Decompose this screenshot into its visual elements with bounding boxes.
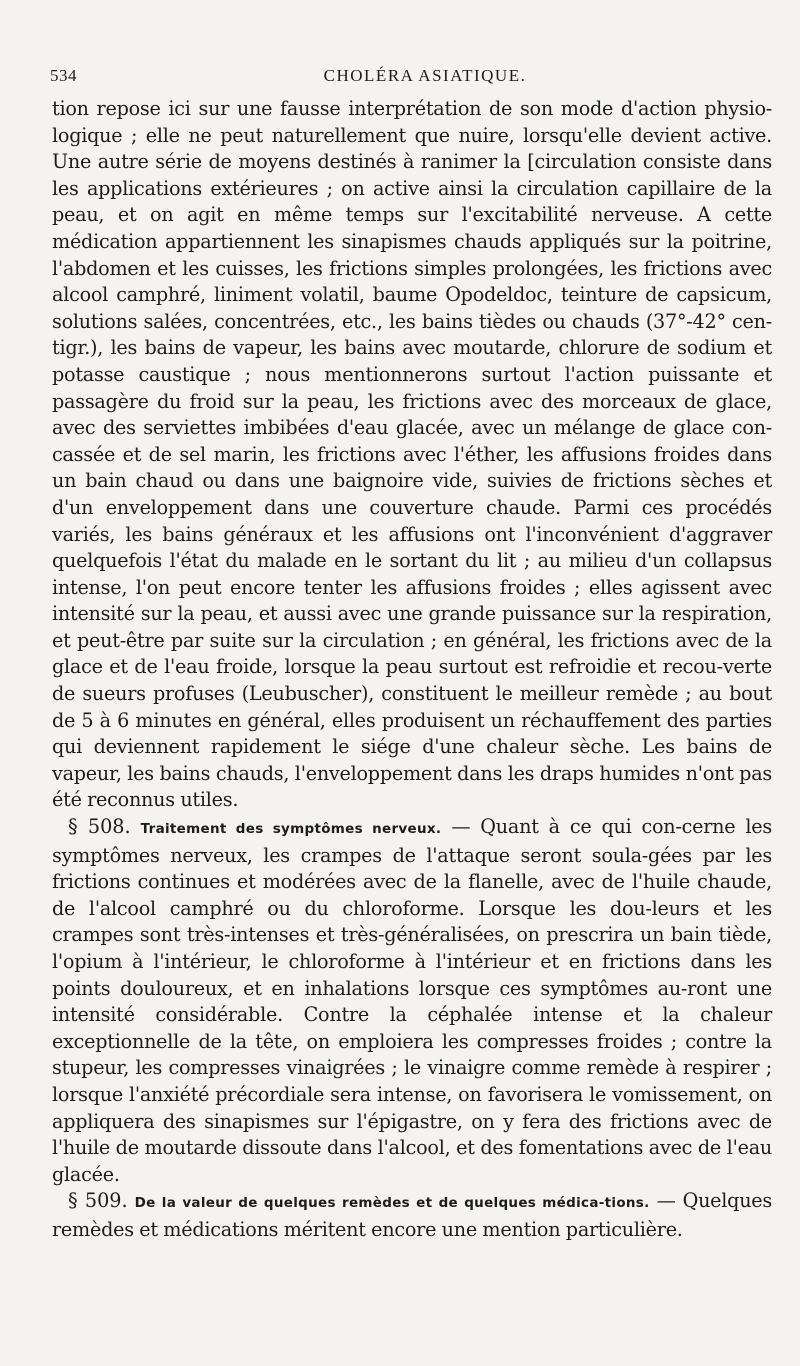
section-508-text: — Quant à ce qui con-cerne les symptômes nerveux, les crampes de l'attaque seront soula-gées par les frictions continues et modérées avec de la flanelle, avec de l'huile chaude, de l'alcool camphré ou du chloroforme. Lorsque les dou-leurs et les crampes sont très-intenses et très-généralisées, on prescrira un bain tiède, l'opium à l'intérieur, le chloroforme à l'intérieur et en frictions dans les points douloureux, et en inhalations lorsque ces symptômes au-ront une intensité considérable. Contre la céphalée intense et la chaleur exceptionnelle de la tête, on emploiera les compresses froides ; contre la stupeur, les compresses vinaigrées ; le vinaigre comme remède à respirer ; lorsque l'anxiété précordiale sera intense, on favorisera le vomissement, on appliquera des sinapismes sur l'épigastre, on y fera des frictions avec de l'huile de moutarde dissoute dans l'alcool, et des fomentations avec de l'eau glacée. (52, 815, 772, 1186)
page-number: 534 (50, 66, 77, 85)
section-508-number: § 508. (68, 815, 131, 839)
paragraph-continuation: tion repose ici sur une fausse interprétation de son mode d'action physio-logique ; elle ne peut naturellement que nuire, lorsqu'elle devient active. Une autre série de moyens destinés à ranimer la [circulation consiste dans les applications extérieures ; on active ainsi la circulation capillaire de la peau, et on agit en même temps sur l'excitabilité nerveuse. A cette médication appartiennent les sinapismes chauds appliqués sur la poitrine, l'abdomen et les cuisses, les frictions simples prolongées, les frictions avec alcool camphré, liniment volatil, baume Opodeldoc, teinture de capsicum, solutions salées, concentrées, etc., les bains tièdes ou chauds (37°-42° cen-tigr.), les bains de vapeur, les bains avec moutarde, chlorure de sodium et potasse caustique ; nous mentionnerons surtout l'action puissante et passagère du froid sur la peau, les frictions avec des morceaux de glace, avec des serviettes imbibées d'eau glacée, avec un mélange de glace con-cassée et de sel marin, les frictions avec l'éther, les affusions froides dans un bain chaud ou dans une baignoire vide, suivies de frictions sèches et d'un enveloppement dans une couverture chaude. Parmi ces procédés variés, les bains généraux et les affusions ont l'inconvénient d'aggraver quelquefois l'état du malade en le sortant du lit ; au milieu d'un collapsus intense, l'on peut encore tenter les affusions froides ; elles agissent avec intensité sur la peau, et aussi avec une grande puissance sur la respiration, et peut-être par suite sur la circulation ; en général, les frictions avec de la glace et de l'eau froide, lorsque la peau surtout est refroidie et recou-verte de sueurs profuses (Leubuscher), constituent le meilleur remède ; au bout de 5 à 6 minutes en général, elles produisent un réchauffement des parties qui deviennent rapidement le siége d'une chaleur sèche. Les bains de vapeur, les bains chauds, l'enveloppement dans les draps humides n'ont pas été reconnus utiles. (52, 97, 772, 812)
section-508-heading: Traitement des symptômes nerveux. (140, 821, 442, 838)
section-509 (52, 1188, 772, 1243)
section-509-number: § 509. (68, 1189, 128, 1213)
page-header (50, 66, 770, 90)
section-508 (52, 814, 772, 1188)
running-head: CHOLÉRA ASIATIQUE. (323, 66, 527, 85)
section-509-heading: De la valeur de quelques remèdes et de quelques médica-tions. (134, 1195, 650, 1212)
section-509-text: — Quelques remèdes et médications méritent encore une mention particulière. (52, 1189, 773, 1241)
body-text (52, 96, 772, 1244)
